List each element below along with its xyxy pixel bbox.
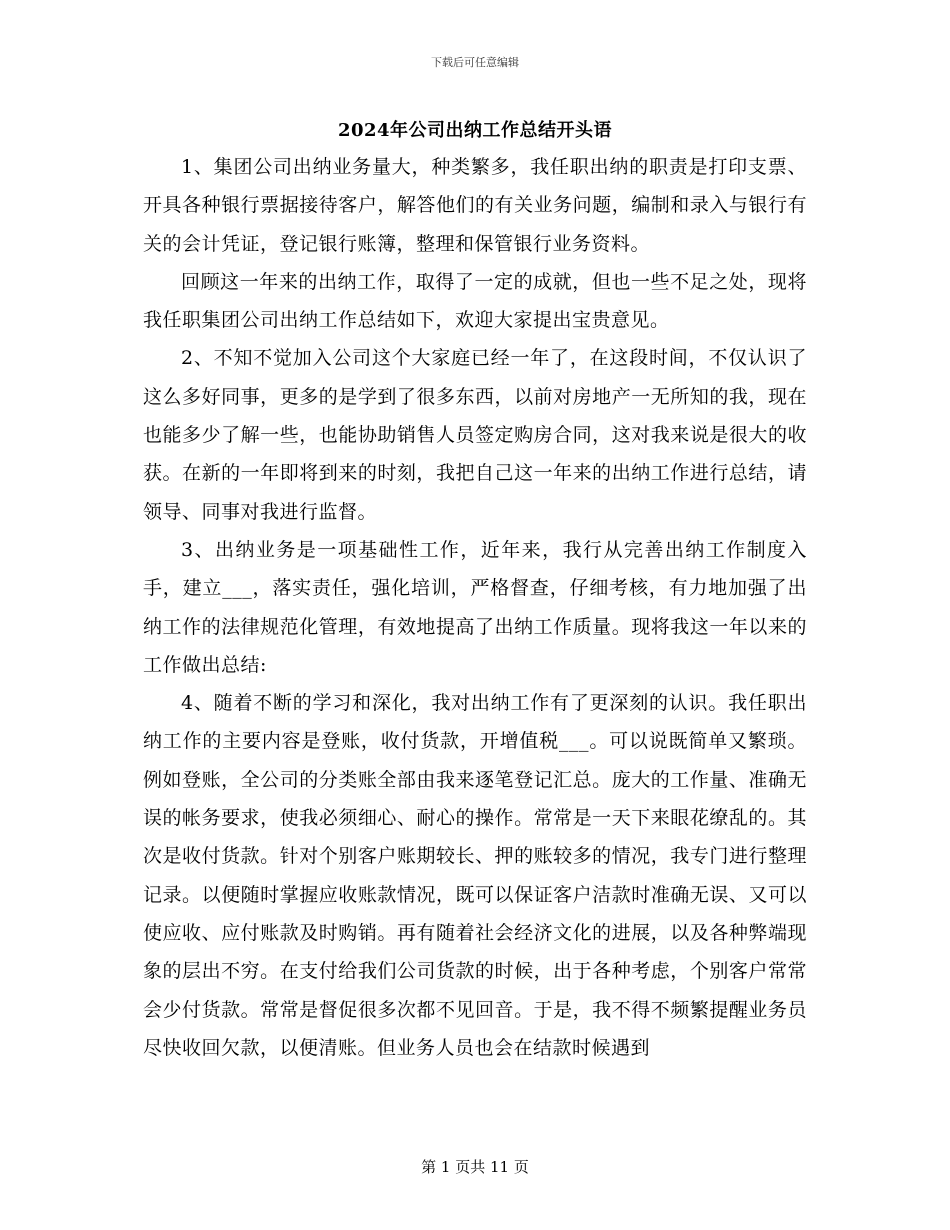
page-footer: 第 1 页共 11 页 xyxy=(421,1158,529,1176)
paragraph-4: 3、出纳业务是一项基础性工作，近年来，我行从完善出纳工作制度入手，建立___，落实责任，强化培训，严格督查，仔细考核，有力地加强了出纳工作的法律规范化管理，有效地提高了出纳工作质量。现将我这一年以来的工作做出总结: xyxy=(143,538,807,676)
paragraph-3: 2、不知不觉加入公司这个大家庭已经一年了，在这段时间，不仅认识了这么多好同事，更多的是学到了很多东西，以前对房地产一无所知的我，现在也能多少了解一些，也能协助销售人员签定购房合同，这对我来说是很大的收获。在新的一年即将到来的时刻，我把自己这一年来的出纳工作进行总结，请领导、同事对我进行监督。 xyxy=(143,347,807,523)
header-note: 下载后可任意编辑 xyxy=(431,56,519,69)
paragraph-5: 4、随着不断的学习和深化，我对出纳工作有了更深刻的认识。我任职出纳工作的主要内容是登账，收付货款，开增值税___。可以说既简单又繁琐。例如登账，全公司的分类账全部由我来逐笔登记汇总。庞大的工作量、准确无误的帐务要求，使我必须细心、耐心的操作。常常是一天下来眼花缭乱的。其次是收付货款。针对个别客户账期较长、押的账较多的情况，我专门进行整理记录。以便随时掌握应收账款情况，既可以保证客户洁款时准确无误、又可以使应收、应付账款及时购销。再有随着社会经济文化的进展，以及各种弊端现象的层出不穷。在支付给我们公司货款的时候，出于各种考虑，个别客户常常会少付货款。常常是督促很多次都不见回音。于是，我不得不频繁提醒业务员尽快收回欠款，以便清账。但业务人员也会在结款时候遇到 xyxy=(143,692,807,1059)
document-body xyxy=(143,148,807,1067)
document-title: 2024年公司出纳工作总结开头语 xyxy=(337,120,613,141)
paragraph-2: 回顾这一年来的出纳工作，取得了一定的成就，但也一些不足之处，现将我任职集团公司出纳工作总结如下，欢迎大家提出宝贵意见。 xyxy=(143,270,807,332)
paragraph-1: 1、集团公司出纳业务量大，种类繁多，我任职出纳的职责是打印支票、开具各种银行票据接待客户，解答他们的有关业务问题，编制和录入与银行有关的会计凭证，登记银行账簿，整理和保管银行业务资料。 xyxy=(143,156,807,255)
